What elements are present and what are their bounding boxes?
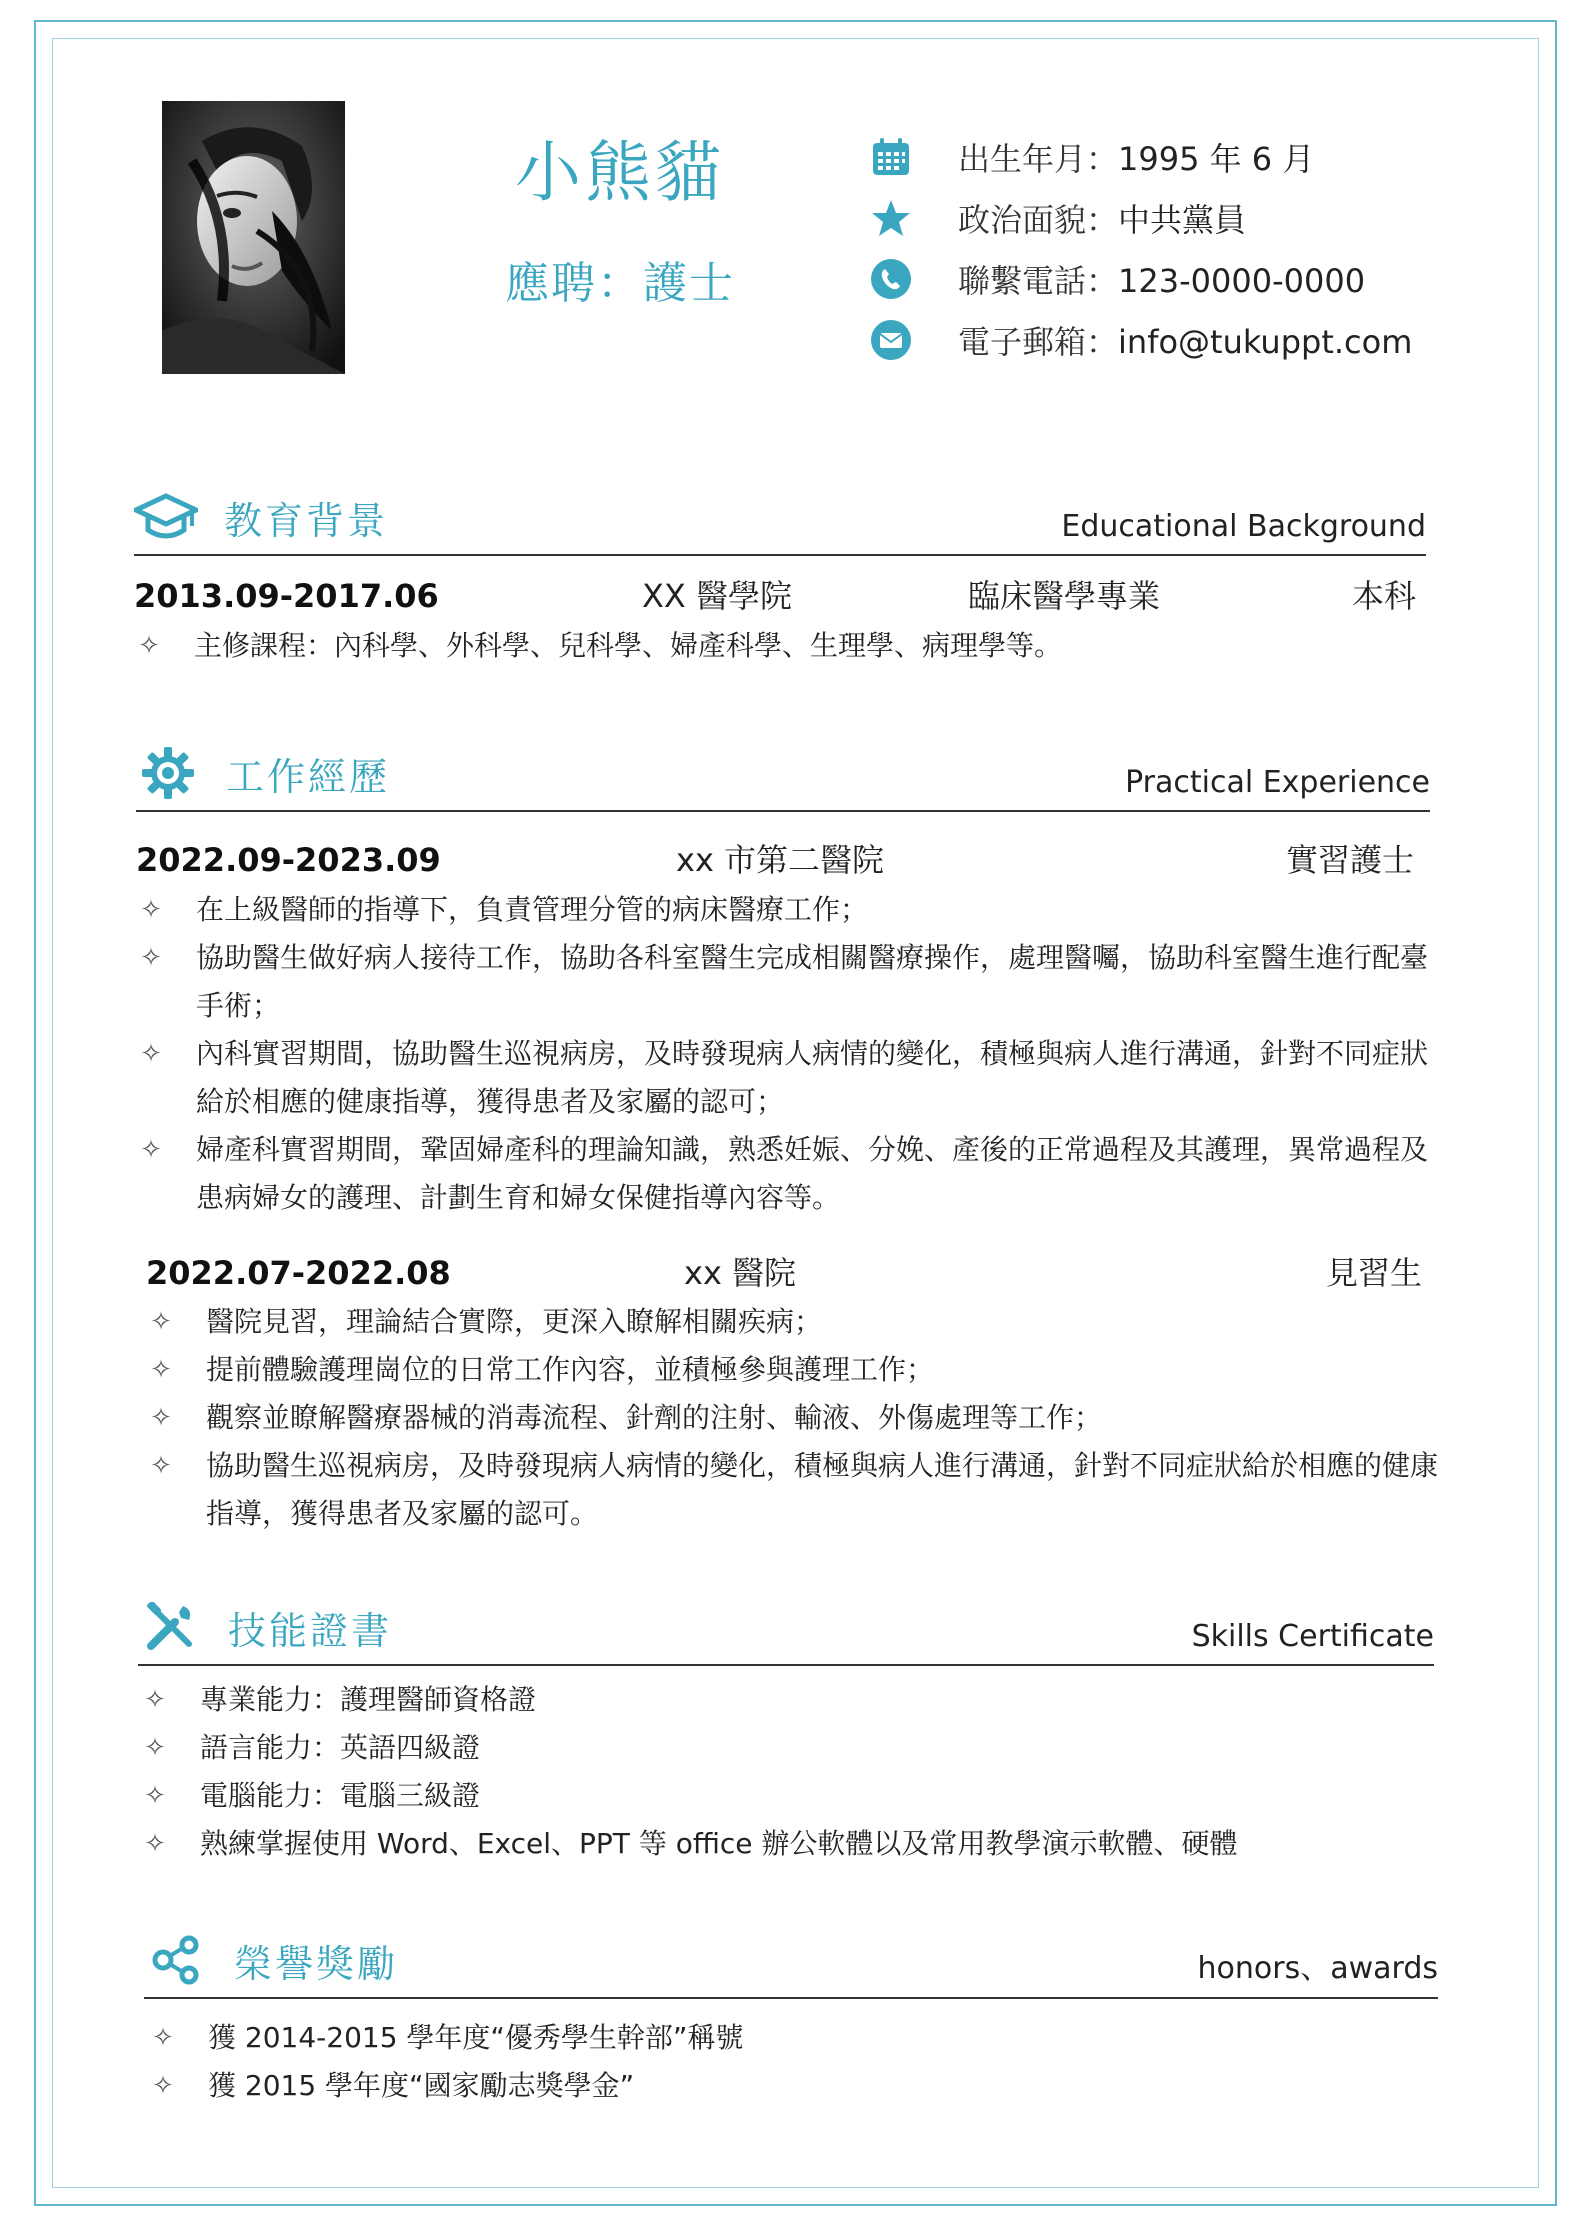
education-entry — [134, 574, 1434, 618]
honors-title-en: honors、awards — [1197, 1951, 1438, 1986]
job-1-duties-list — [136, 886, 1436, 1222]
education-title-en: Educational Background — [1061, 509, 1426, 544]
bullet-star-icon: ✧ — [152, 2023, 174, 2053]
info-row-email — [868, 316, 1412, 364]
experience-section-header — [136, 740, 1430, 812]
honors-divider — [144, 1997, 1438, 1999]
job-1-role: 實習護士 — [1286, 841, 1415, 879]
honors-list — [148, 2014, 1448, 2110]
bullet-star-icon: ✧ — [144, 1781, 166, 1811]
education-degree: 本科 — [1352, 577, 1417, 615]
job-2-duties-list — [146, 1298, 1446, 1538]
email-value[interactable]: info@tukuppt.com — [1118, 323, 1413, 361]
education-section-header — [134, 484, 1426, 556]
list-item: ✧ 熟練掌握使用 Word、Excel、PPT 等 office 辦公軟體以及常用教學演示軟體、硬體 — [140, 1820, 1440, 1868]
list-item: ✧ 醫院見習，理論結合實際，更深入瞭解相關疾病； — [146, 1298, 1446, 1346]
list-item: ✧ 電腦能力：電腦三級證 — [140, 1772, 1440, 1820]
star-icon — [868, 195, 914, 241]
job-2-role: 見習生 — [1326, 1254, 1423, 1292]
list-item: ✧ 獲 2015 學年度“國家勵志獎學金” — [148, 2062, 1448, 2110]
list-item: ✧ 提前體驗護理崗位的日常工作內容，並積極參與護理工作； — [146, 1346, 1446, 1394]
education-title: 教育背景 — [224, 499, 389, 543]
mail-icon — [868, 317, 914, 363]
skills-section-header — [138, 1594, 1434, 1666]
bullet-star-icon: ✧ — [140, 943, 162, 973]
info-row-political — [868, 194, 1246, 242]
profile-photo — [162, 101, 345, 374]
bullet-star-icon: ✧ — [150, 1403, 172, 1433]
calendar-icon — [868, 134, 914, 180]
list-item: ✧ 專業能力：護理醫師資格證 — [140, 1676, 1440, 1724]
bullet-star-icon: ✧ — [152, 2071, 174, 2101]
bullet-star-icon: ✧ — [150, 1451, 172, 1481]
list-item: ✧ 協助醫生巡視病房，及時發現病人病情的變化，積極與病人進行溝通，針對不同症狀給於相應的健康指導，獲得患者及家屬的認可。 — [146, 1442, 1446, 1538]
bullet-star-icon: ✧ — [140, 1135, 162, 1165]
list-item: ✧ 內科實習期間，協助醫生巡視病房，及時發現病人病情的變化，積極與病人進行溝通，針對不同症狀給於相應的健康指導，獲得患者及家屬的認可； — [136, 1030, 1436, 1126]
list-item: ✧ 婦產科實習期間，鞏固婦產科的理論知識，熟悉妊娠、分娩、產後的正常過程及其護理，異常過程及患病婦女的護理、計劃生育和婦女保健指導內容等。 — [136, 1126, 1436, 1222]
experience-divider — [136, 810, 1430, 812]
education-major: 臨床醫學專業 — [968, 577, 1161, 615]
graduation-cap-icon — [134, 488, 198, 546]
experience-title: 工作經歷 — [226, 755, 391, 799]
email-label: 電子郵箱： — [958, 323, 1119, 361]
applied-position: 應聘：護士 — [505, 258, 735, 309]
phone-icon — [868, 256, 914, 302]
bullet-star-icon: ✧ — [140, 895, 162, 925]
info-row-birth — [868, 133, 1314, 181]
list-item: ✧ 語言能力：英語四級證 — [140, 1724, 1440, 1772]
bullet-star-icon: ✧ — [144, 1829, 166, 1859]
education-courses-list — [134, 622, 1434, 670]
honors-title: 榮譽獎勵 — [234, 1942, 399, 1986]
birth-value: 1995 年 6 月 — [1118, 140, 1315, 178]
job-2-org: xx 醫院 — [684, 1254, 797, 1292]
job-entry-2 — [146, 1251, 1436, 1295]
bullet-star-icon: ✧ — [144, 1733, 166, 1763]
list-item: ✧ 在上級醫師的指導下，負責管理分管的病床醫療工作； — [136, 886, 1436, 934]
tools-icon — [138, 1598, 202, 1656]
gear-icon — [136, 744, 200, 802]
phone-value[interactable]: 123-0000-0000 — [1118, 262, 1366, 300]
share-icon — [144, 1931, 208, 1989]
candidate-name: 小熊貓 — [515, 134, 725, 211]
birth-label: 出生年月： — [958, 140, 1119, 178]
list-item: ✧ 主修課程：內科學、外科學、兒科學、婦產科學、生理學、病理學等。 — [134, 622, 1434, 670]
list-item: ✧ 獲 2014-2015 學年度“優秀學生幹部”稱號 — [148, 2014, 1448, 2062]
skills-title: 技能證書 — [228, 1609, 393, 1653]
job-2-date: 2022.07-2022.08 — [146, 1254, 451, 1292]
job-entry-1 — [136, 838, 1436, 882]
political-value: 中共黨員 — [1118, 201, 1247, 239]
bullet-star-icon: ✧ — [140, 1039, 162, 1069]
bullet-star-icon: ✧ — [150, 1355, 172, 1385]
education-school: XX 醫學院 — [642, 577, 793, 615]
list-item: ✧ 協助醫生做好病人接待工作，協助各科室醫生完成相關醫療操作，處理醫囑，協助科室醫生進行配臺手術； — [136, 934, 1436, 1030]
education-divider — [134, 554, 1426, 556]
list-item: ✧ 觀察並瞭解醫療器械的消毒流程、針劑的注射、輸液、外傷處理等工作； — [146, 1394, 1446, 1442]
skills-title-en: Skills Certificate — [1191, 1619, 1434, 1654]
skills-divider — [138, 1664, 1434, 1666]
bullet-star-icon: ✧ — [144, 1685, 166, 1715]
political-label: 政治面貌： — [958, 201, 1119, 239]
bullet-star-icon: ✧ — [138, 631, 160, 661]
skills-list — [140, 1676, 1440, 1868]
education-date: 2013.09-2017.06 — [134, 577, 439, 615]
bullet-star-icon: ✧ — [150, 1307, 172, 1337]
job-1-org: xx 市第二醫院 — [676, 841, 885, 879]
info-row-phone — [868, 255, 1365, 303]
honors-section-header — [144, 1927, 1438, 1999]
job-1-date: 2022.09-2023.09 — [136, 841, 441, 879]
phone-label: 聯繫電話： — [958, 262, 1119, 300]
experience-title-en: Practical Experience — [1125, 765, 1430, 800]
